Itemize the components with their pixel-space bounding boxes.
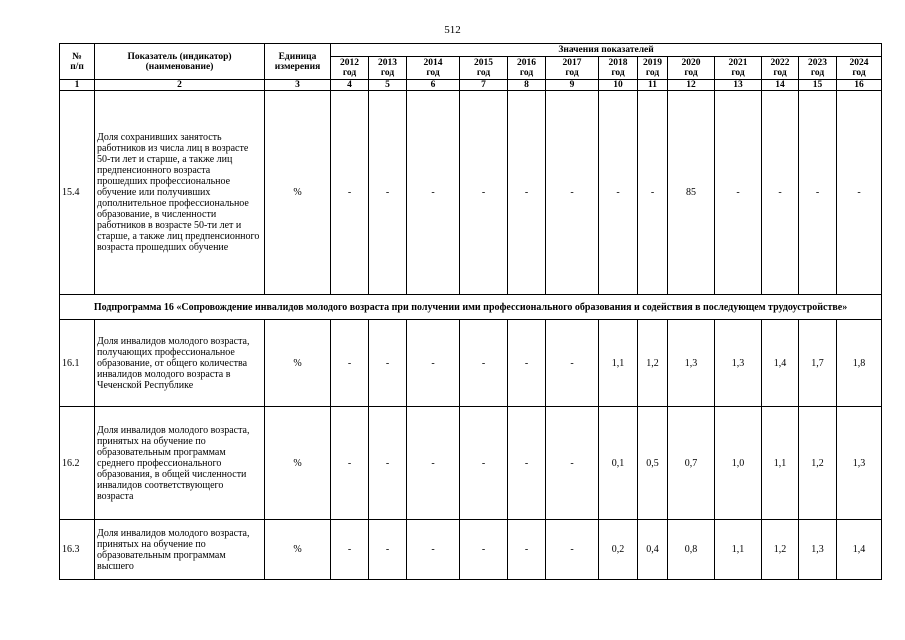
value-cell: -: [508, 91, 546, 295]
value-cell: 1,1: [715, 520, 762, 580]
value-cell: -: [407, 520, 460, 580]
value-cell: 1,4: [762, 320, 799, 407]
table-row: [60, 520, 882, 580]
value-cell: -: [460, 407, 508, 520]
value-cell: 1,7: [799, 320, 837, 407]
column-number: 8: [508, 80, 546, 91]
column-number: 13: [715, 80, 762, 91]
value-cell: -: [837, 91, 882, 295]
unit-cell: %: [265, 407, 331, 520]
column-number: 9: [546, 80, 599, 91]
table-row: [60, 407, 882, 520]
indicator-name: Доля инвалидов молодого возраста, получающих профессиональное образование, от общего количества инвалидов молодого возраста в Чеченской Республике: [95, 320, 265, 407]
value-cell: -: [369, 407, 407, 520]
header-values-group: Значения показателей: [331, 44, 882, 57]
indicators-table: [59, 43, 882, 580]
subprogram-title: Подпрограмма 16 «Сопровождение инвалидов молодого возраста при получении ими профессионального образования и содействия в последующем трудоустройстве»: [60, 295, 882, 320]
value-cell: -: [460, 320, 508, 407]
header-year: 2021 год: [715, 57, 762, 80]
value-cell: -: [407, 407, 460, 520]
row-number: 16.2: [60, 407, 95, 520]
value-cell: 1,2: [638, 320, 668, 407]
page-number: 512: [444, 24, 461, 36]
column-number: 16: [837, 80, 882, 91]
header-year: 2022 год: [762, 57, 799, 80]
value-cell: -: [369, 520, 407, 580]
value-cell: 1,8: [837, 320, 882, 407]
value-cell: -: [460, 91, 508, 295]
column-number: 10: [599, 80, 638, 91]
column-number: 12: [668, 80, 715, 91]
header-year: 2013 год: [369, 57, 407, 80]
header-indicator-name: Показатель (индикатор) (наименование): [95, 44, 265, 80]
value-cell: 1,3: [668, 320, 715, 407]
unit-cell: %: [265, 91, 331, 295]
value-cell: 1,4: [837, 520, 882, 580]
value-cell: 1,1: [762, 407, 799, 520]
value-cell: -: [331, 520, 369, 580]
value-cell: 0,4: [638, 520, 668, 580]
column-number: 14: [762, 80, 799, 91]
value-cell: -: [762, 91, 799, 295]
value-cell: 1,2: [799, 407, 837, 520]
column-number: 2: [95, 80, 265, 91]
header-unit: Единица измерения: [265, 44, 331, 80]
column-number: 1: [60, 80, 95, 91]
unit-cell: %: [265, 320, 331, 407]
subprogram-row: [60, 295, 882, 320]
value-cell: -: [599, 91, 638, 295]
header-year: 2018 год: [599, 57, 638, 80]
header-year: 2023 год: [799, 57, 837, 80]
header-year: 2017 год: [546, 57, 599, 80]
row-number: 16.3: [60, 520, 95, 580]
header-year: 2015 год: [460, 57, 508, 80]
value-cell: -: [546, 320, 599, 407]
value-cell: -: [638, 91, 668, 295]
value-cell: -: [508, 320, 546, 407]
value-cell: 0,2: [599, 520, 638, 580]
header-year: 2020 год: [668, 57, 715, 80]
value-cell: -: [715, 91, 762, 295]
value-cell: 1,0: [715, 407, 762, 520]
value-cell: -: [331, 407, 369, 520]
header-year: 2014 год: [407, 57, 460, 80]
value-cell: -: [407, 91, 460, 295]
value-cell: 85: [668, 91, 715, 295]
table-row: [60, 320, 882, 407]
row-number: 15.4: [60, 91, 95, 295]
value-cell: 0,7: [668, 407, 715, 520]
table-row: [60, 91, 882, 295]
value-cell: -: [331, 91, 369, 295]
value-cell: -: [546, 91, 599, 295]
value-cell: -: [407, 320, 460, 407]
value-cell: -: [331, 320, 369, 407]
header-year: 2024 год: [837, 57, 882, 80]
column-number: 7: [460, 80, 508, 91]
value-cell: -: [460, 520, 508, 580]
column-number: 6: [407, 80, 460, 91]
value-cell: -: [546, 520, 599, 580]
value-cell: -: [546, 407, 599, 520]
indicator-name: Доля инвалидов молодого возраста, принятых на обучение по образовательным программам среднего профессионального образования, в общей численности инвалидов соответствующего возраста: [95, 407, 265, 520]
value-cell: -: [508, 520, 546, 580]
value-cell: -: [369, 320, 407, 407]
value-cell: -: [508, 407, 546, 520]
column-number: 5: [369, 80, 407, 91]
header-num: № п/п: [60, 44, 95, 80]
value-cell: 1,1: [599, 320, 638, 407]
value-cell: 1,3: [837, 407, 882, 520]
column-number: 11: [638, 80, 668, 91]
header-year: 2016 год: [508, 57, 546, 80]
unit-cell: %: [265, 520, 331, 580]
indicator-name: Доля инвалидов молодого возраста, принятых на обучение по образовательным программам высшего: [95, 520, 265, 580]
value-cell: 1,3: [799, 520, 837, 580]
indicator-name: Доля сохранивших занятость работников из числа лиц в возрасте 50-ти лет и старше, а также лиц предпенсионного возраста прошедших профессиональное обучение или получивших дополнительное профессиональное образование, в численности работников в возрасте 50-ти лет и старше, а также лиц предпенсионного возраста прошедших обучение: [95, 91, 265, 295]
value-cell: -: [369, 91, 407, 295]
value-cell: 0,1: [599, 407, 638, 520]
row-number: 16.1: [60, 320, 95, 407]
header-year: 2019 год: [638, 57, 668, 80]
column-number: 15: [799, 80, 837, 91]
value-cell: 1,2: [762, 520, 799, 580]
value-cell: 1,3: [715, 320, 762, 407]
value-cell: 0,5: [638, 407, 668, 520]
column-number: 4: [331, 80, 369, 91]
column-number: 3: [265, 80, 331, 91]
header-year: 2012 год: [331, 57, 369, 80]
value-cell: -: [799, 91, 837, 295]
value-cell: 0,8: [668, 520, 715, 580]
